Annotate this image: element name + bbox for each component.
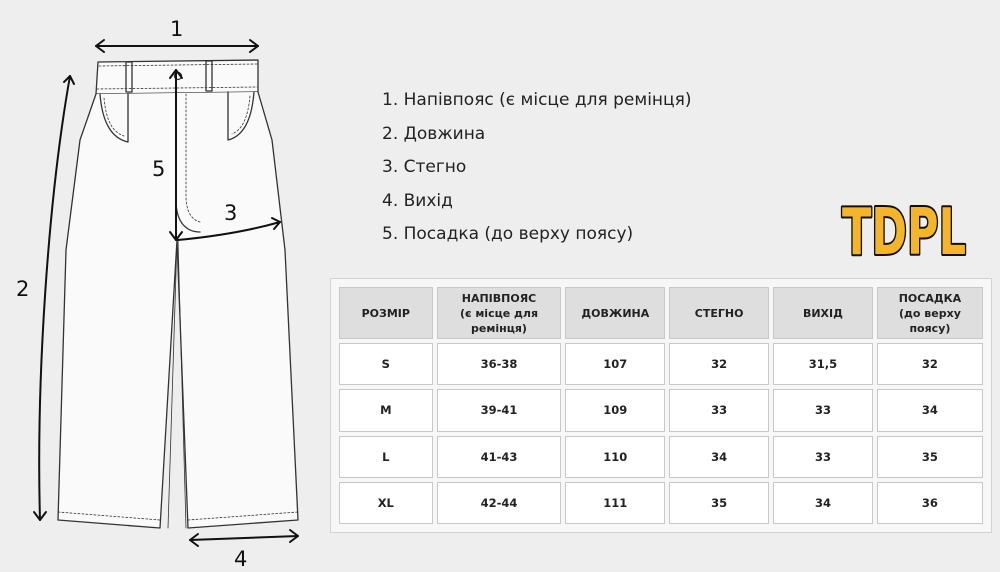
cell-length: 109 [565,389,665,431]
cell-size: L [339,436,433,478]
cell-size: S [339,343,433,385]
cell-hip: 33 [669,389,769,431]
cell-length: 107 [565,343,665,385]
cell-waist: 42-44 [437,482,562,524]
pants-diagram [0,0,330,572]
cell-hip: 32 [669,343,769,385]
cell-rise: 32 [877,343,983,385]
table-row [339,482,983,524]
legend-item: 2. Довжина [382,123,486,144]
cell-leg-opening: 33 [773,389,873,431]
cell-hip: 34 [669,436,769,478]
header-size: РОЗМІР [339,287,433,339]
cell-leg-opening: 33 [773,436,873,478]
label-waist: 1 [170,17,184,41]
logo-text: TDPL [842,196,966,266]
cell-leg-opening: 31,5 [773,343,873,385]
label-leg-opening: 4 [234,547,248,571]
cell-hip: 35 [669,482,769,524]
cell-length: 111 [565,482,665,524]
table-header-row [339,287,983,339]
legend-item: 4. Вихід [382,190,453,211]
cell-waist: 41-43 [437,436,562,478]
label-rise: 5 [152,157,166,181]
label-hip: 3 [224,201,238,225]
header-leg-opening: ВИХІД [773,287,873,339]
cell-rise: 35 [877,436,983,478]
header-hip: СТЕГНО [669,287,769,339]
measurement-legend [382,84,691,252]
table-row [339,343,983,385]
label-length: 2 [16,277,30,301]
size-table [330,278,992,533]
table-row [339,436,983,478]
header-waist: НАПІВПОЯС (є місце для ремінця) [437,287,562,339]
brand-logo [838,192,970,266]
cell-size: M [339,389,433,431]
cell-waist: 36-38 [437,343,562,385]
header-length: ДОВЖИНА [565,287,665,339]
table-row [339,389,983,431]
legend-item: 1. Напівпояс (є місце для ремінця) [382,90,692,110]
cell-rise: 36 [877,482,983,524]
cell-rise: 34 [877,389,983,431]
cell-size: XL [339,482,433,524]
cell-waist: 39-41 [437,389,562,431]
cell-leg-opening: 34 [773,482,873,524]
legend-item: 3. Стегно [382,157,467,177]
cell-length: 110 [565,436,665,478]
legend-item: 5. Посадка (до верху поясу) [382,224,634,244]
header-rise: ПОСАДКА (до верху поясу) [877,287,983,339]
